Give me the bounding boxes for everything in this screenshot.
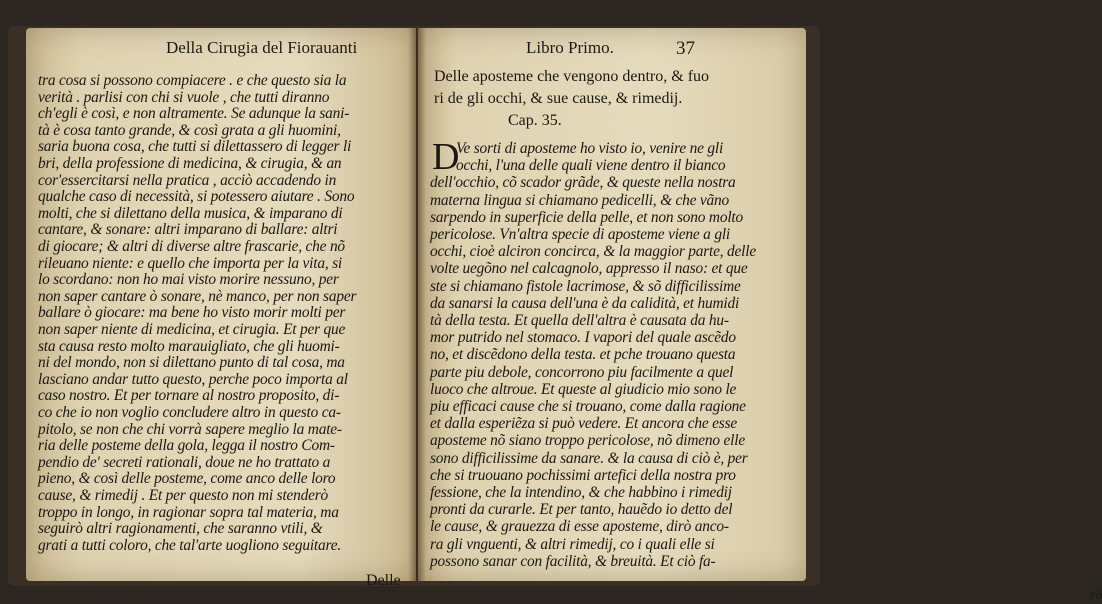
left-running-head: Della Cirugia del Fiorauanti (166, 38, 358, 57)
text-line: pendio de' secreti rationali, doue ne ho trattato a (38, 453, 331, 471)
text-line: grati a tutti coloro, che tal'arte uogliono seguitare. (38, 536, 341, 554)
text-line: occhi, cioè alciron concirca, & la maggior parte, delle (430, 243, 756, 261)
text-line: ni del mondo, non si dilettano punto di tal cosa, ma (38, 354, 345, 372)
text-line: sono difficilissime da sanare. & la causa di ciò è, per (430, 449, 748, 467)
text-line: non saper cantare ò sonare, nè manco, per non saper (38, 287, 357, 305)
text-line: luoco che altroue. Et queste al giudicio mio sono le (430, 380, 737, 398)
open-book (8, 26, 1102, 603)
text-line: occhi, l'una delle quali viene dentro il bianco (456, 157, 726, 175)
right-running-head: Libro Primo. (526, 38, 614, 57)
text-line: bri, della professione di medicina, & cirugia, & an (38, 155, 342, 172)
text-line: parte piu debole, concorrono piu facilmente a quel (430, 363, 734, 381)
text-line: seguirò altri ragionamenti, che saranno vtili, & (38, 520, 323, 538)
catchword: Delle (366, 572, 401, 589)
text-line: verità . parlisi con chi si vuole , che tutti diranno (38, 88, 330, 106)
text-line: fessione, che la intendino, & che habbino i rimedij (430, 484, 732, 501)
text-line: co che io non voglio concludere altro in questo ca- (38, 404, 341, 421)
text-line: di giocare; & altri di diverse altre frascarie, che nõ (38, 238, 345, 255)
text-line: materna lingua si chiamano pedicelli, & che vãno (430, 191, 730, 209)
text-line: ch'egli è così, e non altramente. Se adunque la sani- (38, 105, 350, 123)
drop-cap: D (432, 136, 460, 178)
text-line: saria buona cosa, che tutti si dilettassero di legger li (38, 138, 352, 156)
text-line: lo scordano: non ho mai visto morire nessuno, per (38, 271, 339, 289)
text-line: pronti da curarle. Et per tanto, hauẽdo io detto del (430, 501, 733, 519)
text-line: pericolose. Vn'altra specie di aposteme viene a gli (430, 226, 730, 243)
text-line: lasciano andar tutto questo, perche poco importa al (38, 370, 348, 388)
text-line: molti, che si dilettano della musica, & imparano di (38, 204, 343, 222)
text-line: piu efficaci cause che si trouano, come dalla ragione (430, 398, 746, 415)
text-line: le cause, & grauezza di esse aposteme, dirò anco- (430, 518, 729, 536)
text-line: troppo in longo, in ragionar sopra tal materia, ma (38, 503, 339, 521)
text-line: tà è cosa tanto grande, & così grata a gli huomini, (38, 121, 341, 139)
text-line: qualche caso di necessità, si potessero aiutare . Sono (38, 188, 355, 206)
right-page (418, 28, 1102, 603)
signature-mark: rã (1090, 588, 1102, 603)
text-line: caso nostro. Et per tornare al nostro proposito, di- (38, 387, 340, 405)
chapter-heading-line: Delle aposteme che vengono dentro, & fuo (434, 68, 710, 85)
text-line: tà della testa. Et quella dell'altra è causata da hu- (430, 312, 729, 329)
page-number: 37 (676, 38, 695, 59)
text-line: tra cosa si possono compiacere . e che questo sia la (38, 72, 347, 89)
text-line: ste si chiamano fistole lacrimose, & sõ difficilissime (430, 277, 741, 295)
text-line: no, et discẽdono della testa. et pche trouano questa (430, 346, 736, 364)
text-line: pieno, & così delle posteme, come anco delle loro (38, 470, 336, 488)
text-line: che si truouano pochissimi artefici della nostra pro (430, 466, 736, 484)
text-line: sta causa resto molto marauigliato, che gli huomi- (38, 337, 340, 355)
text-line: ra gli vnguenti, & altri rimedij, co i quali elle si (430, 535, 715, 553)
text-line: cantare, & sonare: altri imparano di ballare: altri (38, 221, 338, 239)
text-line: ria delle posteme della gola, legga il nostro Com- (38, 437, 335, 455)
text-line: cor'essercitarsi nella pratica , acciò accadendo in (38, 171, 337, 189)
text-line: mor putrido nel stomaco. I vapori del quale ascẽdo (430, 329, 736, 347)
chapter-number: Cap. 35. (508, 112, 562, 129)
text-line: aposteme nõ siano troppo pericolose, nõ dimeno elle (430, 432, 745, 450)
left-page (26, 28, 416, 589)
text-line: rileuano niente: e quello che importa per la vita, si (38, 254, 342, 272)
text-line: volte uegõno nel calcagnolo, appresso il naso: et que (430, 260, 748, 278)
text-line: ballare ò giocare: ma bene ho visto morir molti per (38, 304, 346, 322)
text-line: et dalla esperiẽza si può vedere. Et ancora che esse (430, 415, 738, 433)
text-line: cause, & rimedij . Et per questo non mi stenderò (38, 487, 329, 504)
text-line: pitolo, se non che chi vorrà sapere meglio la mate- (38, 420, 342, 438)
text-line: Ve sorti di aposteme ho visto io, venire ne gli (456, 140, 724, 157)
text-line: dell'occhio, cõ scador grãde, & queste nella nostra (430, 174, 736, 192)
text-line: non saper niente di medicina, et cirugia. Et per que (38, 321, 346, 338)
text-line: possono sanar con facilità, & breuità. Et ciò fa- (430, 552, 716, 570)
text-line: sarpendo in superficie della pelle, et non sono molto (430, 208, 743, 226)
chapter-heading-line: ri de gli occhi, & sue cause, & rimedij. (434, 90, 683, 107)
book-gutter (408, 28, 426, 581)
text-line: da sanarsi la causa dell'una è da calidità, et humidi (430, 294, 740, 312)
